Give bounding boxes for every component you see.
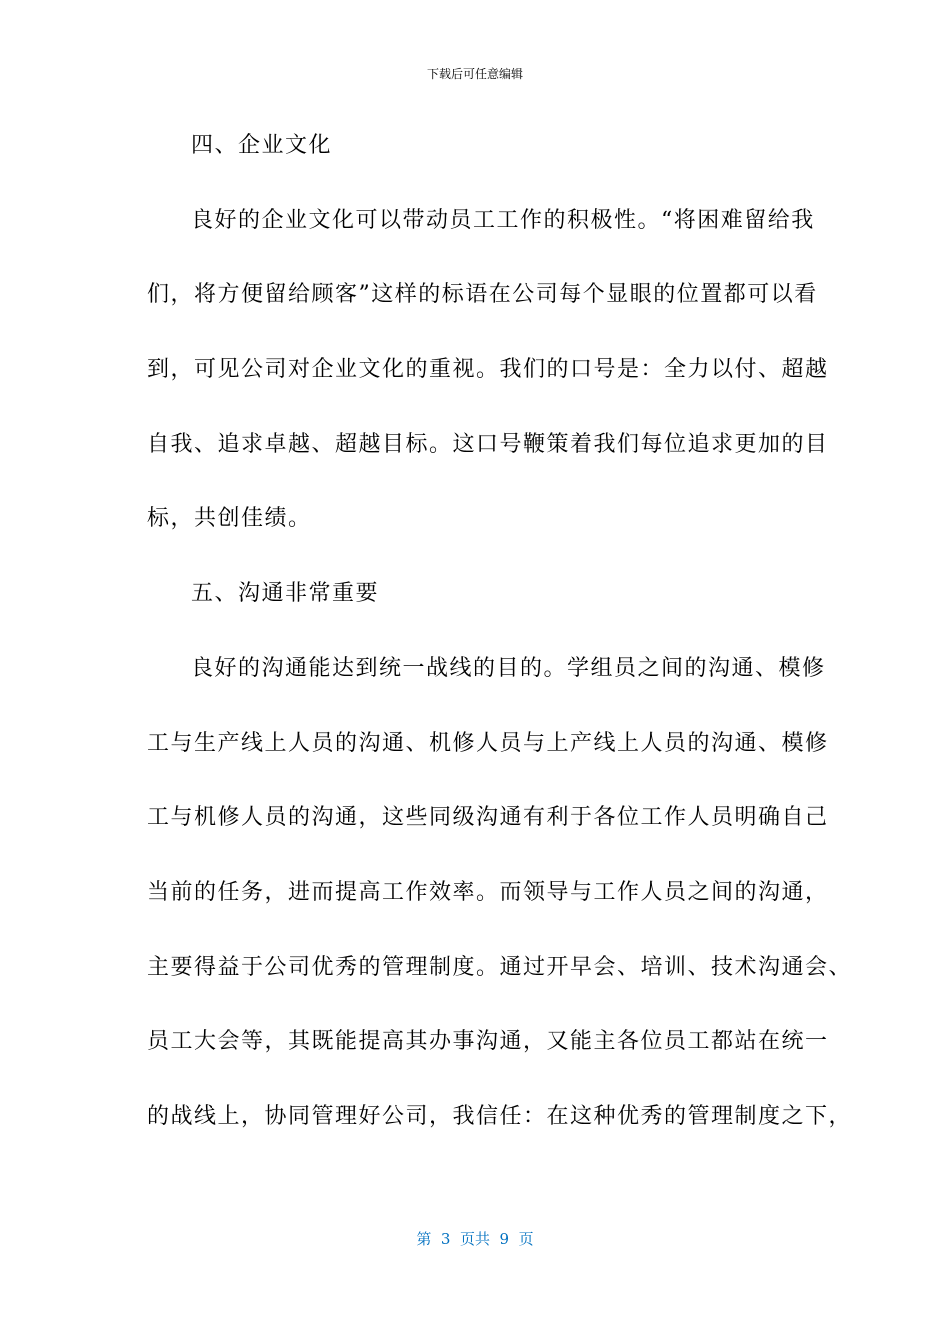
paragraph-line: 员工大会等，其既能提高其办事沟通，又能主各位员工都站在统一	[147, 1029, 829, 1055]
paragraph-line: 的战线上，协同管理好公司，我信任：在这种优秀的管理制度之下，	[147, 1103, 853, 1129]
paragraph-line: 工与生产线上人员的沟通、机修人员与上产线上人员的沟通、模修	[147, 730, 829, 756]
section-heading-communication: 五、沟通非常重要	[191, 581, 380, 607]
paragraph-line: 良好的企业文化可以带动员工工作的积极性。“将困难留给我	[191, 207, 815, 233]
paragraph-line: 工与机修人员的沟通，这些同级沟通有利于各位工作人员明确自己	[147, 805, 829, 831]
page-number-footer: 第 3 页共 9 页	[416, 1230, 534, 1248]
page-header: 下载后可任意编辑	[426, 67, 523, 81]
section-heading-corporate-culture: 四、企业文化	[191, 133, 333, 158]
paragraph-line: 当前的任务，进而提高工作效率。而领导与工作人员之间的沟通，	[147, 879, 829, 905]
document-body	[147, 122, 853, 1168]
paragraph-line: 良好的沟通能达到统一战线的目的。学组员之间的沟通、模修	[191, 655, 826, 681]
paragraph-line: 到，可见公司对企业文化的重视。我们的口号是：全力以付、超越	[147, 357, 829, 383]
paragraph-line: 们，将方便留给顾客”这样的标语在公司每个显眼的位置都可以看	[147, 282, 818, 308]
paragraph-line: 自我、追求卓越、超越目标。这口号鞭策着我们每位追求更加的目	[147, 431, 829, 457]
paragraph-line: 标，共创佳绩。	[147, 506, 312, 532]
paragraph-line: 主要得益于公司优秀的管理制度。通过开早会、培训、技术沟通会、	[147, 954, 853, 980]
